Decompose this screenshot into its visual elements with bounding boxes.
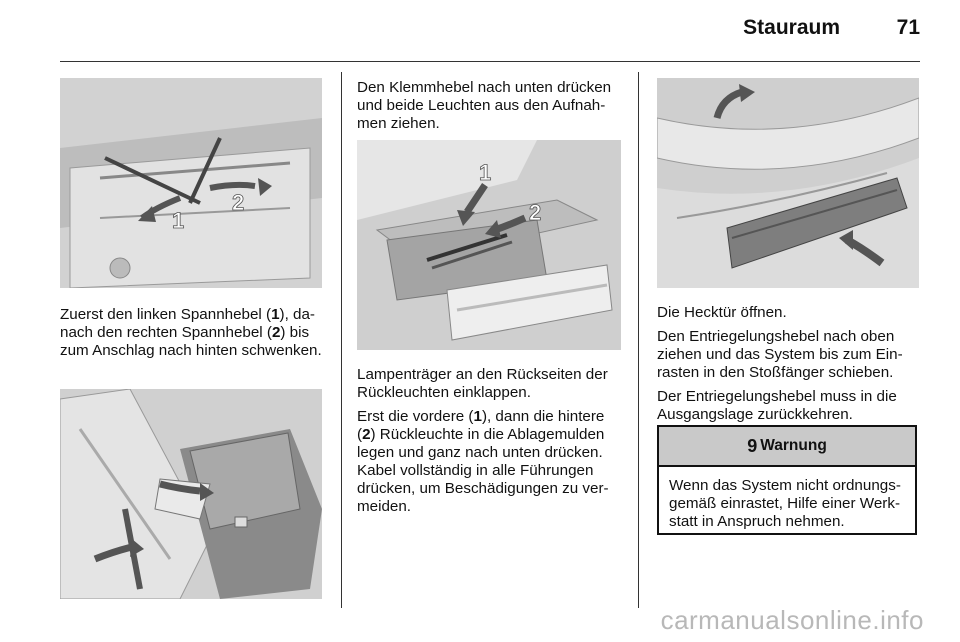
col2-para-1: Lampenträger an den Rückseiten der Rückleuchten einklappen. [357,366,608,401]
illustration-bumper-insert [657,78,919,288]
col2-ref-1: 1 [473,408,482,425]
figure-lamp-carriers [357,140,621,350]
col2-text-a: Erst die vordere ( [357,408,474,425]
page-number: 71 [896,16,920,39]
col1-text-b: ), danach den rechten Spannhebel ( [60,306,315,341]
section-title: Stauraum [743,16,840,39]
warning-header [659,427,915,467]
col2-text-c: ) Rückleuchte in die Ablagemulden legen und ganz nach unten drücken. Kabel vollständig in alle Führungen drücken, um Beschädigungen zu vermeiden. [357,426,609,515]
col1-instruction [60,306,326,366]
figure-bumper-insert [657,78,919,288]
figure-lamp-clamp [60,389,322,599]
col1-text-c: ) bis zum Anschlag nach hinten schwenken. [60,324,322,359]
figure-tension-levers [60,78,322,288]
col3-para-3: Der Entriegelungshebel muss in die Ausgangslage zurückkehren. [657,388,897,423]
fig1-label-1: 1 [172,208,185,233]
header-rule [60,61,920,62]
col2-intro [357,79,625,139]
warning-box [657,425,917,535]
fig1-label-2: 2 [232,190,245,215]
col2-intro-text: Den Klemmhebel nach unten drücken und beide Leuchten aus den Aufnahmen ziehen. [357,79,612,132]
column-divider-2 [638,72,639,608]
illustration-lamp-clamp [60,389,322,599]
col1-ref-1: 1 [271,306,280,323]
col2-instructions [357,366,627,522]
page-header [0,0,960,62]
illustration-lamp-carriers [357,140,621,350]
fig3-label-1: 1 [479,160,492,185]
fig3-label-2: 2 [529,200,542,225]
watermark: carmanualsonline.info [660,605,924,635]
warning-text: Wenn das System nicht ordnungsgemäß einrastet, Hilfe einer Werkstatt in Anspruch nehmen. [669,477,901,530]
warning-title: Warnung [760,437,827,454]
col3-para-2: Den Entriegelungshebel nach oben ziehen und das System bis zum Einrasten in den Stoßfänger schieben. [657,328,903,381]
warning-triangle-icon: 9 [747,435,758,456]
col3-instructions [657,304,923,430]
col1-text-a: Zuerst den linken Spannhebel ( [60,306,272,323]
col2-ref-2: 2 [362,426,371,443]
column-divider-1 [341,72,342,608]
col2-text-b: ), dann die hintere ( [357,408,605,443]
col3-para-1: Die Hecktür öffnen. [657,304,787,321]
illustration-tension-levers [60,78,322,288]
col1-ref-2: 2 [271,324,281,341]
col2-para-2 [357,408,627,516]
